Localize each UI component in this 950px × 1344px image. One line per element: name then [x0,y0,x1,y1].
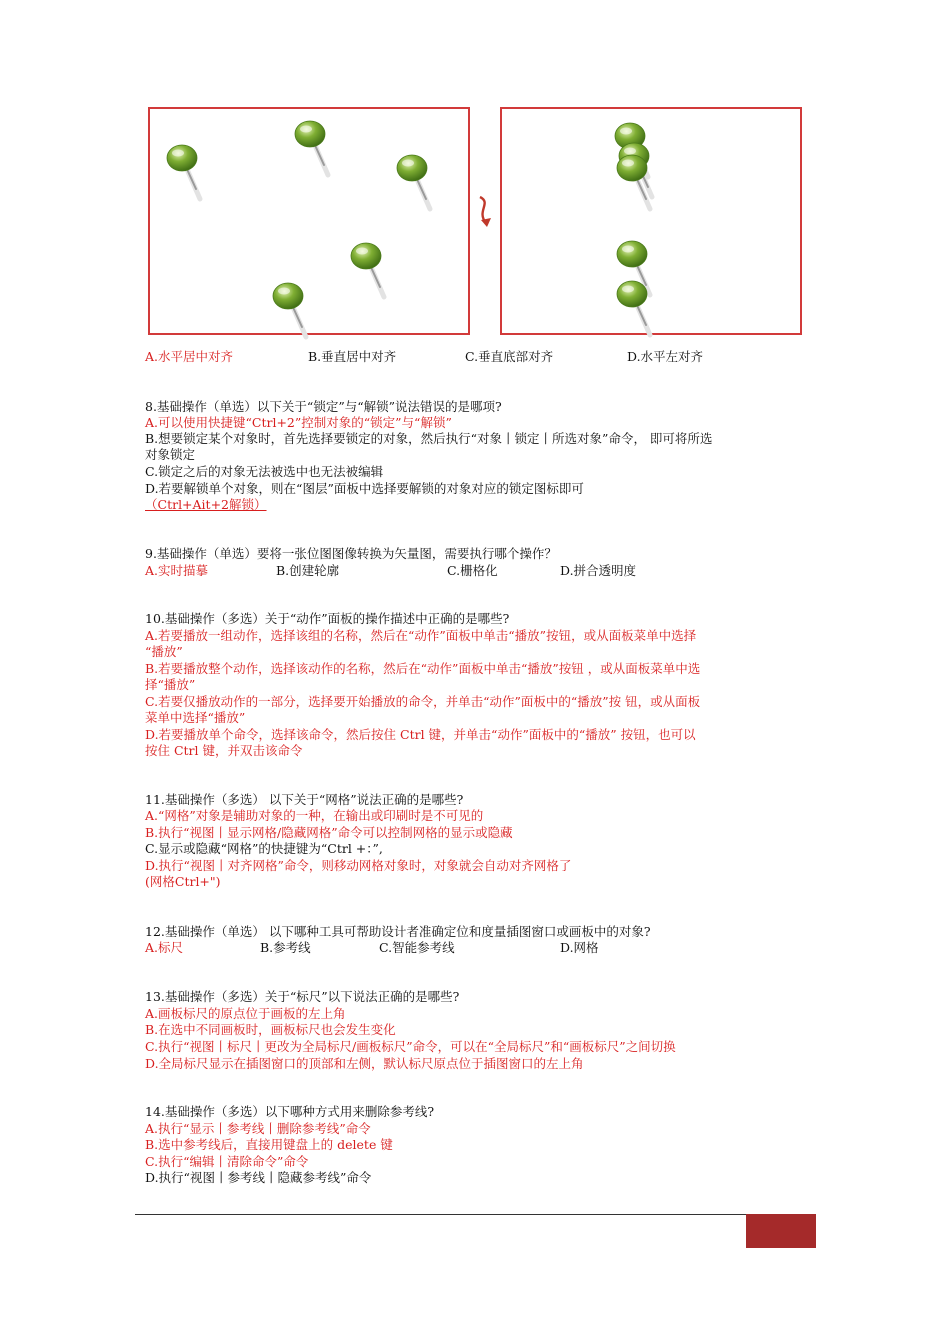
pushpin-icon [386,147,446,217]
curved-arrow-icon [474,195,498,231]
q8-option-a: A.可以使用快捷键“Ctrl+2”控制对象的“锁定”与“解锁” [145,415,452,430]
q13-option-a: A.画板标尺的原点位于画板的左上角 [145,1006,346,1021]
q7-option-a: A.水平居中对齐 [145,349,234,364]
q10-option-b: B.若要播放整个动作，选择该动作的名称，然后在“动作”面板中单击“播放”按钮 ，或从面板菜单中选 [145,661,701,676]
q12-option-b: B.参考线 [260,940,311,955]
footer-rule [135,1214,746,1215]
pushpin-icon [262,275,322,345]
q7-option-d: D.水平左对齐 [627,349,704,364]
q13-option-d: D.全局标尺显示在插图窗口的顶部和左侧，默认标尺原点位于插图窗口的左上角 [145,1056,584,1071]
q12-option-c: C.智能参考线 [379,940,455,955]
q12-title: 12.基础操作（单选） 以下哪种工具可帮助设计者准确定位和度量插图窗口或画板中的对象? [145,924,651,939]
q13-title: 13.基础操作（多选）关于“标尺”以下说法正确的是哪些? [145,989,460,1004]
q11-option-d: D.执行“视图丨对齐网格”命令，则移动网格对象时，对象就会自动对齐网格了 [145,858,572,873]
q12-option-a: A.标尺 [145,940,184,955]
q10-option-d: D.若要播放单个命令，选择该命令，然后按住 Ctrl 键，并单击“动作”面板中的“播放” 按钮，也可以 [145,727,696,742]
pushpin-icon [606,273,666,343]
pushpin-icon [284,113,344,183]
q9-option-a: A.实时描摹 [145,563,209,578]
q9-option-b: B.创建轮廓 [276,563,340,578]
q14-title: 14.基础操作（多选）以下哪种方式用来删除参考线? [145,1104,435,1119]
q8-option-b-cont: 对象锁定 [145,447,196,462]
q13-option-b: B.在选中不同画板时，画板标尺也会发生变化 [145,1022,396,1037]
pushpin-icon [340,235,400,305]
q12-option-d: D.网格 [560,940,599,955]
q11-note: (网格Ctrl+") [145,874,221,889]
q8-option-c: C.锁定之后的对象无法被选中也无法被编辑 [145,464,384,479]
q14-option-b: B.选中参考线后，直接用键盘上的 delete 键 [145,1137,393,1152]
q11-option-c: C.显示或隐藏“网格”的快捷键为“Ctrl +：”, [145,841,383,856]
after-align-panel [500,107,802,335]
q13-option-c: C.执行“视图丨标尺丨更改为全局标尺/画板标尺”命令，可以在“全局标尺”和“画板标尺”之间切换 [145,1039,676,1054]
q10-option-b-cont: 择“播放” [145,677,196,692]
footer-page-box [746,1214,816,1248]
q14-option-c: C.执行“编辑丨清除命令”命令 [145,1154,309,1169]
pushpin-icon [156,137,216,207]
q10-option-c: C.若要仅播放动作的一部分，选择要开始播放的命令，并单击“动作”面板中的“播放”按 钮，或从面板 [145,694,701,709]
q7-option-c: C.垂直底部对齐 [465,349,554,364]
q11-option-b: B.执行“视图丨显示网格/隐藏网格”命令可以控制网格的显示或隐藏 [145,825,513,840]
q10-option-c-cont: 菜单中选择“播放” [145,710,246,725]
pushpin-icon [606,147,666,217]
q9-option-c: C.栅格化 [447,563,498,578]
q14-option-a: A.执行“显示丨参考线丨删除参考线”命令 [145,1121,371,1136]
q8-note: （Ctrl+Ait+2解锁） [145,497,267,512]
q11-option-a: A.“网格”对象是辅助对象的一种，在输出或印刷时是不可见的 [145,808,484,823]
q8-title: 8.基础操作（单选）以下关于“锁定”与“解锁”说法错误的是哪项? [145,399,502,414]
q10-option-a: A.若要播放一组动作，选择该组的名称，然后在“动作”面板中单击“播放”按钮，或从面板菜单中选择 [145,628,697,643]
q8-option-d: D.若要解锁单个对象，则在“图层”面板中选择要解锁的对象对应的锁定图标即可 [145,481,584,496]
q9-title: 9.基础操作（单选）要将一张位图图像转换为矢量图，需要执行哪个操作？ [145,546,557,561]
q14-option-d: D.执行“视图丨参考线丨隐藏参考线”命令 [145,1170,372,1185]
q10-option-d-cont: 按住 Ctrl 键，并双击该命令 [145,743,303,758]
q10-option-a-cont: “播放” [145,644,183,659]
before-align-panel [148,107,470,335]
q10-title: 10.基础操作（多选）关于“动作”面板的操作描述中正确的是哪些? [145,611,510,626]
q7-option-b: B.垂直居中对齐 [308,349,397,364]
q11-title: 11.基础操作（多选） 以下关于“网格”说法正确的是哪些? [145,792,464,807]
q9-option-d: D.拼合透明度 [560,563,637,578]
q8-option-b: B.想要锁定某个对象时，首先选择要锁定的对象，然后执行“对象丨锁定丨所选对象”命令， 即可将所选 [145,431,713,446]
